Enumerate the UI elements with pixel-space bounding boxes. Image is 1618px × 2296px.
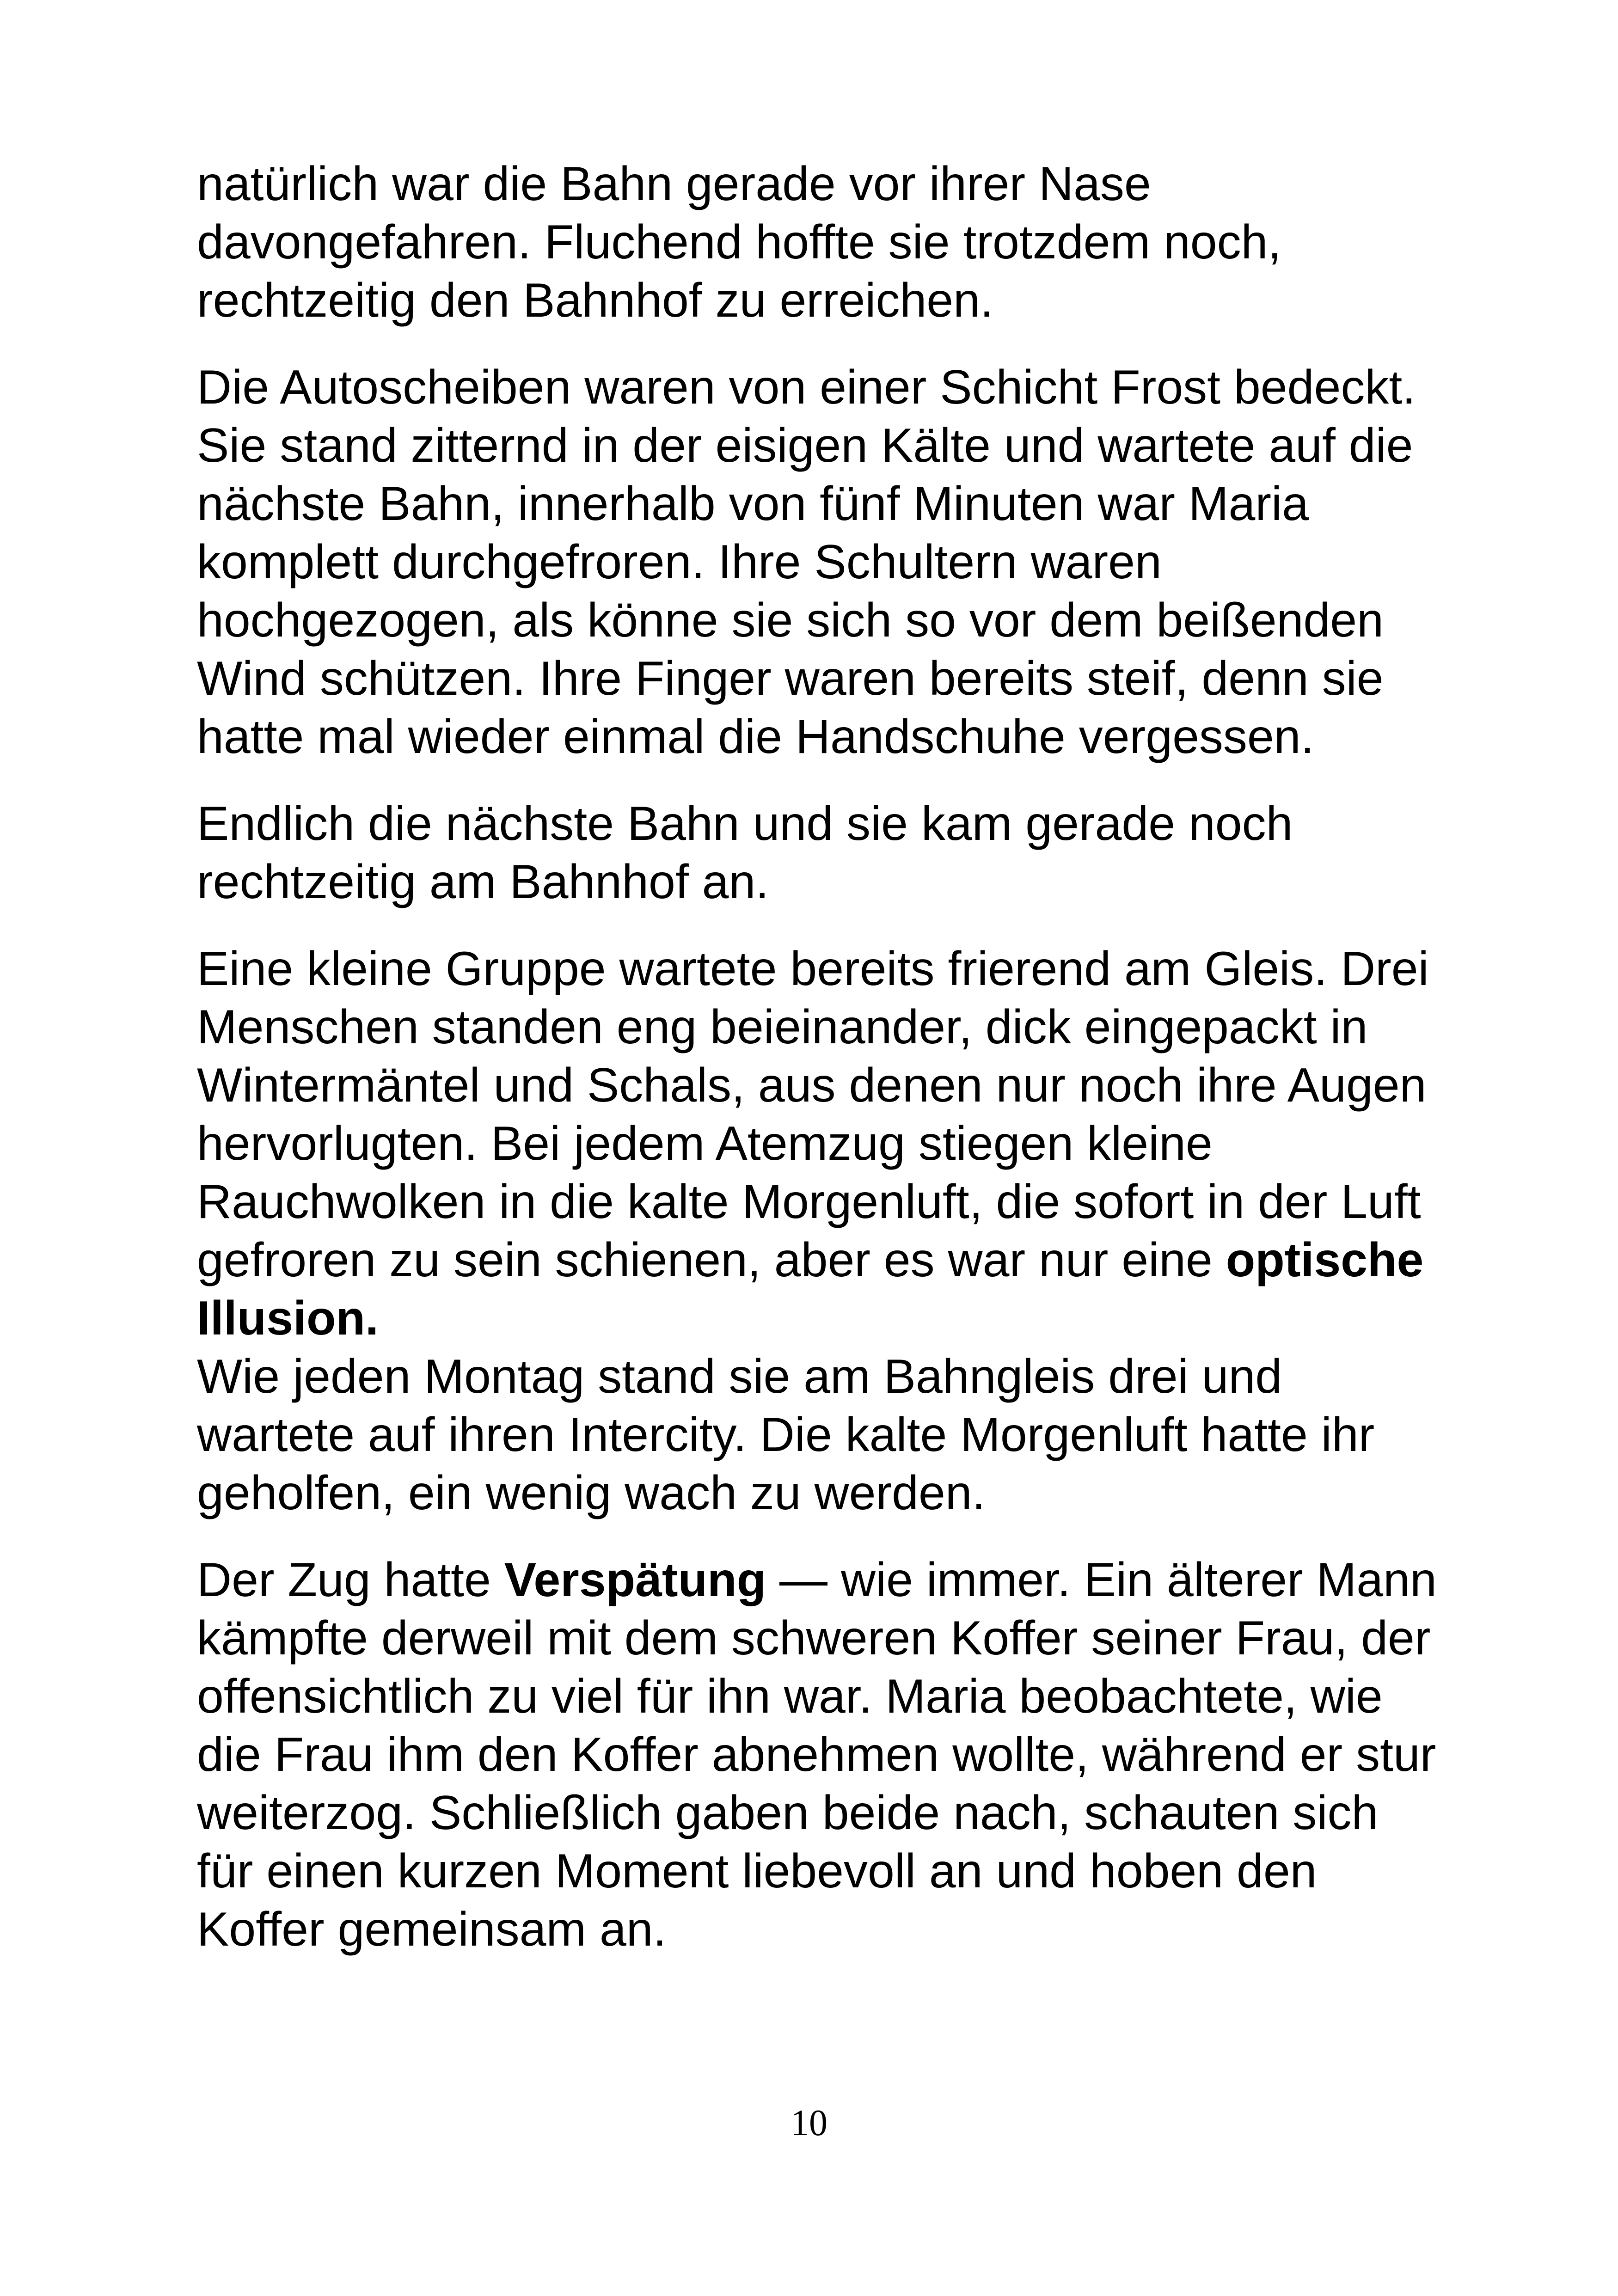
paragraph-2: Die Autoscheiben waren von einer Schicht Frost bedeckt. Sie stand zitternd in der eisigen Kälte und wartete auf die nächste Bahn, innerhalb von fünf Minuten war Maria komplett durchgefroren. Ihre Schultern waren hochgezogen, als könne sie sich so vor dem beißenden Wind schützen. Ihre Finger waren bereits steif, denn sie hatte mal wieder einmal die Handschuhe vergessen. [197, 361, 1416, 764]
paragraph-6 [197, 1551, 1445, 1959]
paragraph-3: Endlich die nächste Bahn und sie kam gerade noch rechtzeitig am Bahnhof an. [197, 797, 1293, 909]
page-number: 10 [791, 2103, 827, 2143]
paragraph-5: Wie jeden Montag stand sie am Bahngleis drei und wartete auf ihren Intercity. Die kalte Morgenluft hatte ihr geholfen, ein wenig wach zu werden. [197, 1350, 1375, 1520]
paragraph-4-text: Eine kleine Gruppe wartete bereits frierend am Gleis. Drei Menschen standen eng beieinander, dick eingepackt in Wintermäntel und Schals, aus denen nur noch ihre Augen hervorlugten. Bei jedem Atemzug stiegen kleine Rauchwolken in die kalte Morgenluft, die sofort in der Luft gefroren zu sein schienen, aber es war nur eine [197, 942, 1429, 1287]
paragraph-6-after: — wie immer. Ein älterer Mann kämpfte derweil mit dem schweren Koffer seiner Frau, der offensichtlich zu viel für ihn war. Maria beobachtete, wie die Frau ihm den Koffer abnehmen wollte, während er stur weiterzog. Schließlich gaben beide nach, schauten sich für einen kurzen Moment liebevoll an und hoben den Koffer gemeinsam an. [197, 1553, 1437, 1956]
paragraph-6-bold: Verspätung [504, 1553, 766, 1607]
paragraph-4 [197, 940, 1445, 1347]
paragraph-4-bold: optische Illusion. [197, 1233, 1424, 1345]
body-text [197, 155, 1445, 1987]
paragraph-6-before: Der Zug hatte [197, 1553, 504, 1607]
paragraph-1: natürlich war die Bahn gerade vor ihrer Nase davongefahren. Fluchend hoffte sie trotzdem noch, rechtzeitig den Bahnhof zu erreichen. [197, 157, 1281, 327]
